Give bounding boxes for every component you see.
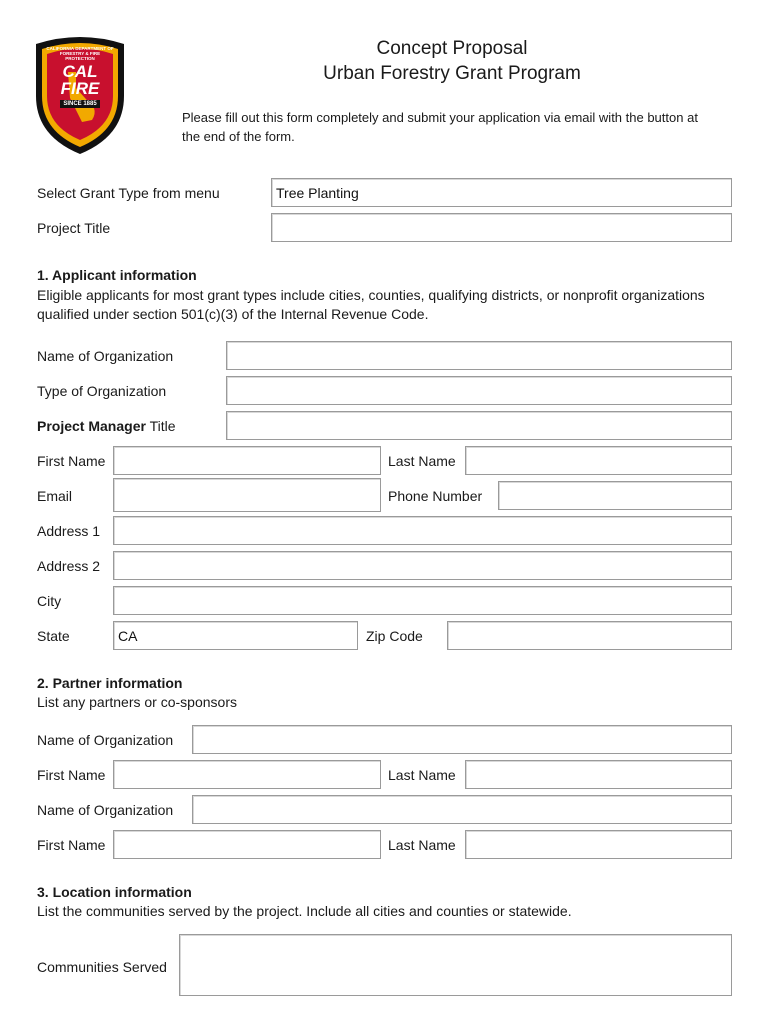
partner1-org-label: Name of Organization bbox=[37, 732, 174, 748]
section3-description: List the communities served by the project. Include all cities and counties or statewide. bbox=[37, 903, 572, 919]
page-subtitle: Urban Forestry Grant Program bbox=[323, 63, 581, 84]
logo-arc-text: CALIFORNIA DEPARTMENT OF FORESTRY & FIRE PROTECTION bbox=[46, 46, 114, 61]
section1-heading: 1. Applicant information bbox=[37, 267, 197, 283]
section3-heading: 3. Location information bbox=[37, 884, 192, 900]
org-type-label: Type of Organization bbox=[37, 383, 167, 399]
phone-label: Phone Number bbox=[388, 488, 483, 504]
partner2-first-name-input[interactable] bbox=[113, 830, 381, 859]
city-input[interactable] bbox=[113, 586, 732, 615]
email-label: Email bbox=[37, 488, 73, 504]
project-title-label: Project Title bbox=[37, 220, 111, 236]
partner1-last-name-label: Last Name bbox=[388, 767, 456, 783]
first-name-input[interactable] bbox=[113, 446, 381, 475]
phone-input[interactable] bbox=[498, 481, 732, 510]
partner1-org-input[interactable] bbox=[192, 725, 732, 754]
section2-description: List any partners or co-sponsors bbox=[37, 694, 237, 710]
org-name-input[interactable] bbox=[226, 341, 732, 370]
zip-input[interactable] bbox=[447, 621, 732, 650]
section2-heading: 2. Partner information bbox=[37, 675, 183, 691]
last-name-input[interactable] bbox=[465, 446, 732, 475]
state-label: State bbox=[37, 628, 70, 644]
partner2-org-label: Name of Organization bbox=[37, 802, 174, 818]
page-title: Concept Proposal bbox=[376, 38, 528, 59]
zip-label: Zip Code bbox=[366, 628, 423, 644]
address2-input[interactable] bbox=[113, 551, 732, 580]
logo-name-line2: FIRE bbox=[60, 79, 100, 98]
grant-type-label: Select Grant Type from menu bbox=[37, 185, 220, 201]
partner2-last-name-label: Last Name bbox=[388, 837, 456, 853]
first-name-label: First Name bbox=[37, 453, 106, 469]
partner1-first-name-label: First Name bbox=[37, 767, 106, 783]
partner1-first-name-input[interactable] bbox=[113, 760, 381, 789]
partner2-org-input[interactable] bbox=[192, 795, 732, 824]
project-title-input[interactable] bbox=[271, 213, 732, 242]
address1-label: Address 1 bbox=[37, 523, 101, 539]
city-label: City bbox=[37, 593, 62, 609]
partner2-last-name-input[interactable] bbox=[465, 830, 732, 859]
pm-title-bold: Project Manager bbox=[37, 418, 146, 434]
form-instructions: Please fill out this form completely and submit your application via email with the button at the end of the form. bbox=[182, 110, 698, 144]
pm-title-label bbox=[37, 417, 176, 435]
org-type-input[interactable] bbox=[226, 376, 732, 405]
communities-label: Communities Served bbox=[37, 959, 167, 975]
communities-textarea[interactable] bbox=[179, 934, 732, 996]
grant-type-select[interactable] bbox=[271, 178, 732, 207]
pm-title-input[interactable] bbox=[226, 411, 732, 440]
last-name-label: Last Name bbox=[388, 453, 456, 469]
section1-description: Eligible applicants for most grant types include cities, counties, qualifying districts, or nonprofit organizations qualified under section 501(c)(3) of the Internal Revenue Code. bbox=[37, 287, 705, 322]
state-input[interactable] bbox=[113, 621, 358, 650]
logo-since-banner: SINCE 1885 bbox=[60, 100, 100, 108]
partner1-last-name-input[interactable] bbox=[465, 760, 732, 789]
pm-title-rest: Title bbox=[145, 418, 176, 434]
org-name-label: Name of Organization bbox=[37, 348, 174, 364]
email-input[interactable] bbox=[113, 478, 381, 512]
address1-input[interactable] bbox=[113, 516, 732, 545]
address2-label: Address 2 bbox=[37, 558, 101, 574]
logo-name-line1: CAL bbox=[62, 62, 98, 81]
partner2-first-name-label: First Name bbox=[37, 837, 106, 853]
